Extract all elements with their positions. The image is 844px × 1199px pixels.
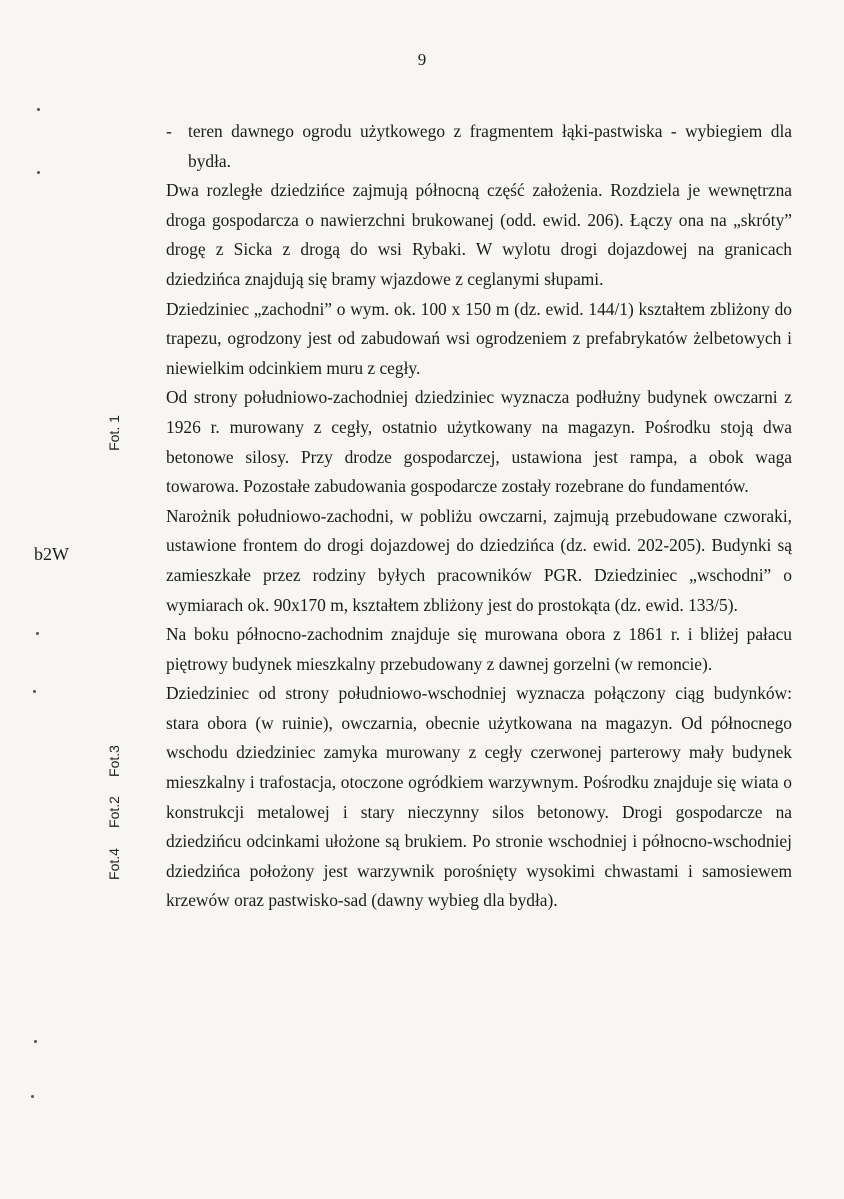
paragraph: Od strony południowo-zachodniej dziedziniec wyznacza podłużny budynek owczarni z 1926 r. murowany z cegły, ostatnio użytkowany na magazyn. Pośrodku stoją dwa betonowe silosy. Przy drodze gospodarczej, ustawiona jest rampa, a obok waga towarowa. Pozostałe zabudowania gospodarcze zostały rozebrane do fundamentów. — [166, 387, 792, 497]
photo-ref-fot3: Fot.3 — [106, 745, 122, 777]
photo-ref-fot1: Fot. 1 — [106, 415, 122, 451]
document-body — [166, 117, 792, 916]
list-dash: - — [166, 121, 172, 141]
photo-ref-fot4: Fot.4 — [106, 848, 122, 880]
paragraph: Dziedziniec od strony południowo-wschodniej wyznacza połączony ciąg budynków: stara obora (w ruinie), owczarnia, obecnie użytkowana na magazyn. Od północnego wschodu dziedziniec zamyka murowany z cegły czerwonej parterowy mały budynek mieszkalny i trafostacja, otoczone ogródkiem warzywnym. Pośrodku znajduje się wiata o konstrukcji metalowej i stary nieczynny silos betonowy. Drogi gospodarcze na dziedzińcu odcinkami ułożone są brukiem. Po stronie wschodniej i północno-wschodniej dziedzińca położony jest warzywnik porośnięty wysokimi chwastami i samosiewem krzewów oraz pastwisko-sad (dawny wybieg dla bydła). — [166, 683, 792, 911]
scan-speck — [34, 1040, 37, 1043]
scan-speck — [31, 1095, 34, 1098]
paragraph: Narożnik południowo-zachodni, w pobliżu owczarni, zajmują przebudowane czworaki, ustawione frontem do drogi dojazdowej do dziedzińca (dz. ewid. 202-205). Budynki są zamieszkałe przez rodziny byłych pracowników PGR. Dziedziniec „wschodni” o wymiarach ok. 90x170 m, kształtem zbliżony jest do prostokąta (dz. ewid. 133/5). — [166, 505, 792, 615]
paragraph: Dwa rozległe dziedzińce zajmują północną część założenia. Rozdziela je wewnętrzna droga gospodarcza o nawierzchni brukowanej (odd. ewid. 206). Łączy ona na „skróty” drogę z Sicka z drogą do wsi Rybaki. W wylotu drogi dojazdowej na granicach dziedzińca znajdują się bramy wjazdowe z ceglanymi słupami. — [166, 180, 792, 289]
photo-ref-fot2: Fot.2 — [106, 796, 122, 828]
scan-speck — [33, 690, 36, 693]
margin-label: b2W — [34, 544, 69, 564]
scan-speck — [37, 108, 40, 111]
list-item — [166, 117, 792, 176]
scan-speck — [37, 171, 40, 174]
paragraph: Na boku północno-zachodnim znajduje się murowana obora z 1861 r. i bliżej pałacu piętrowy budynek mieszkalny przebudowany z dawnej gorzelni (w remoncie). — [166, 624, 792, 674]
list-item-text: teren dawnego ogrodu użytkowego z fragmentem łąki-pastwiska - wybiegiem dla bydła. — [188, 121, 792, 171]
paragraph: Dziedziniec „zachodni” o wym. ok. 100 x 150 m (dz. ewid. 144/1) kształtem zbliżony do trapezu, ogrodzony jest od zabudowań wsi ogrodzeniem z prefabrykatów żelbetowych i niewielkim odcinkiem muru z cegły. — [166, 298, 792, 378]
page-number: 9 — [417, 50, 427, 69]
scan-speck — [36, 632, 39, 635]
